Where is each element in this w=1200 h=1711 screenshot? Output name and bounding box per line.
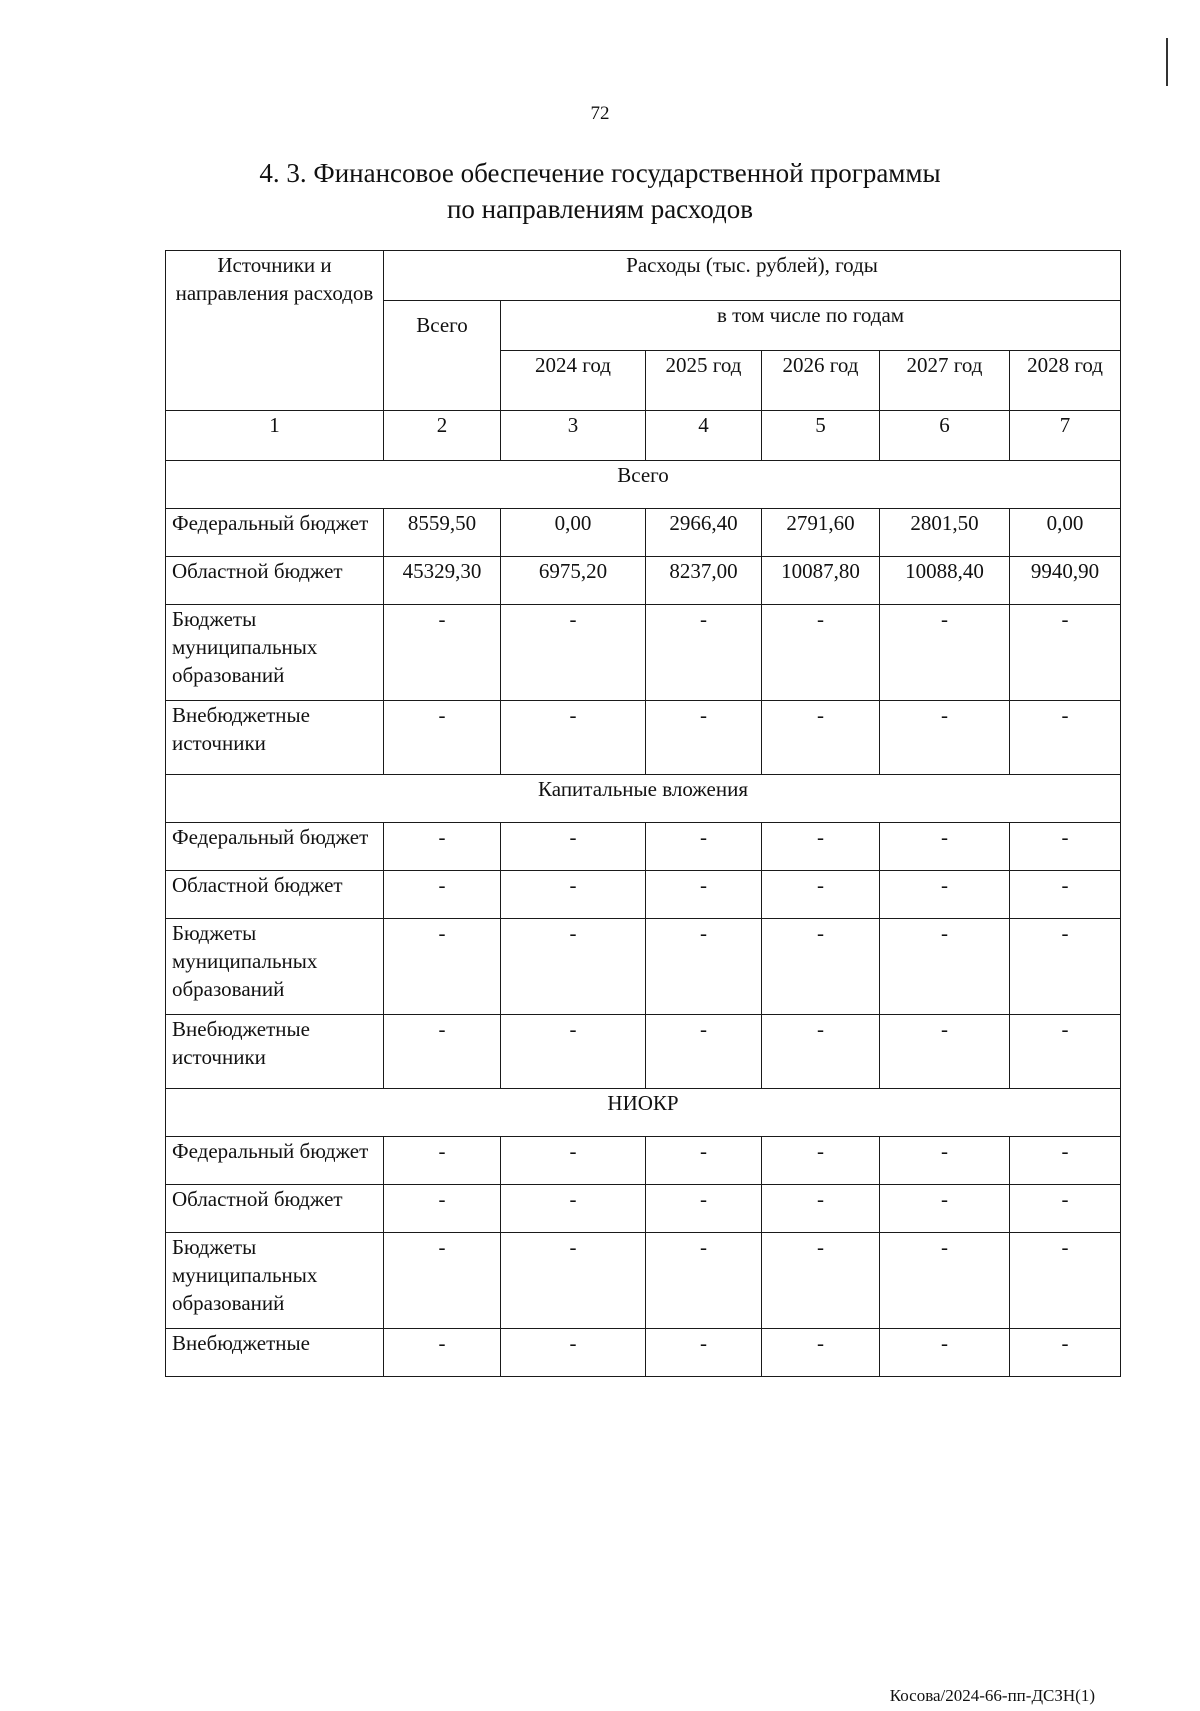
value-cell: -	[1010, 1185, 1121, 1233]
value-cell: -	[646, 1329, 762, 1377]
column-number: 2	[384, 411, 501, 461]
value-cell: 8559,50	[384, 509, 501, 557]
value-cell: -	[384, 919, 501, 1015]
value-cell: 6975,20	[501, 557, 646, 605]
value-cell: -	[646, 823, 762, 871]
header-year: 2028 год	[1010, 351, 1121, 411]
value-cell: -	[501, 1137, 646, 1185]
value-cell: -	[384, 701, 501, 775]
value-cell: -	[1010, 919, 1121, 1015]
page-title	[0, 155, 1200, 227]
value-cell: -	[384, 1015, 501, 1089]
value-cell: -	[1010, 1233, 1121, 1329]
row-label: Внебюджетные источники	[166, 1015, 384, 1089]
value-cell: -	[762, 1015, 880, 1089]
header-year: 2025 год	[646, 351, 762, 411]
table-row	[166, 1137, 1121, 1185]
value-cell: -	[384, 823, 501, 871]
value-cell: -	[880, 1137, 1010, 1185]
value-cell: -	[880, 1329, 1010, 1377]
section-row	[166, 1089, 1121, 1137]
value-cell: -	[646, 919, 762, 1015]
value-cell: -	[762, 871, 880, 919]
value-cell: -	[501, 1233, 646, 1329]
value-cell: -	[762, 605, 880, 701]
value-cell: -	[384, 1185, 501, 1233]
table-row	[166, 1329, 1121, 1377]
column-numbers-row	[166, 411, 1121, 461]
value-cell: -	[762, 1233, 880, 1329]
title-line-1: 4. 3. Финансовое обеспечение государственной программы	[259, 158, 941, 188]
value-cell: 10087,80	[762, 557, 880, 605]
row-label: Областной бюджет	[166, 1185, 384, 1233]
table-row	[166, 1015, 1121, 1089]
value-cell: -	[646, 701, 762, 775]
row-label: Федеральный бюджет	[166, 509, 384, 557]
value-cell: -	[762, 701, 880, 775]
header-sources: Источники и направления расходов	[166, 251, 384, 411]
value-cell: -	[1010, 871, 1121, 919]
financing-table	[165, 250, 1121, 1377]
value-cell: -	[880, 919, 1010, 1015]
row-label: Бюджеты муниципальных образований	[166, 919, 384, 1015]
value-cell: -	[1010, 1329, 1121, 1377]
column-number: 6	[880, 411, 1010, 461]
header-total: Всего	[384, 301, 501, 411]
value-cell: -	[880, 1015, 1010, 1089]
row-label: Внебюджетные	[166, 1329, 384, 1377]
section-title: Капитальные вложения	[166, 775, 1121, 823]
value-cell: -	[762, 1137, 880, 1185]
header-year: 2024 год	[501, 351, 646, 411]
row-label: Бюджеты муниципальных образований	[166, 1233, 384, 1329]
value-cell: 9940,90	[1010, 557, 1121, 605]
value-cell: 0,00	[501, 509, 646, 557]
value-cell: -	[384, 1329, 501, 1377]
value-cell: -	[501, 823, 646, 871]
value-cell: -	[880, 605, 1010, 701]
value-cell: -	[1010, 701, 1121, 775]
value-cell: -	[501, 919, 646, 1015]
value-cell: -	[501, 1015, 646, 1089]
column-number: 4	[646, 411, 762, 461]
value-cell: -	[384, 1137, 501, 1185]
value-cell: -	[762, 1185, 880, 1233]
value-cell: -	[1010, 1137, 1121, 1185]
table-row	[166, 823, 1121, 871]
value-cell: -	[646, 1233, 762, 1329]
value-cell: -	[384, 1233, 501, 1329]
value-cell: -	[384, 871, 501, 919]
value-cell: -	[762, 919, 880, 1015]
table-row	[166, 557, 1121, 605]
value-cell: -	[1010, 605, 1121, 701]
row-label: Внебюджетные источники	[166, 701, 384, 775]
value-cell: 0,00	[1010, 509, 1121, 557]
section-title: Всего	[166, 461, 1121, 509]
document-reference: Косова/2024-66-пп-ДСЗН(1)	[889, 1686, 1095, 1705]
section-row	[166, 775, 1121, 823]
page-number: 72	[590, 103, 610, 124]
value-cell: 8237,00	[646, 557, 762, 605]
table-row	[166, 701, 1121, 775]
header-year: 2027 год	[880, 351, 1010, 411]
value-cell: -	[384, 605, 501, 701]
value-cell: -	[880, 823, 1010, 871]
value-cell: -	[501, 701, 646, 775]
value-cell: -	[880, 1185, 1010, 1233]
table-row	[166, 871, 1121, 919]
value-cell: -	[501, 1185, 646, 1233]
value-cell: -	[1010, 1015, 1121, 1089]
value-cell: -	[880, 701, 1010, 775]
value-cell: 10088,40	[880, 557, 1010, 605]
column-number: 5	[762, 411, 880, 461]
value-cell: -	[646, 1015, 762, 1089]
column-number: 3	[501, 411, 646, 461]
value-cell: -	[646, 605, 762, 701]
row-label: Областной бюджет	[166, 557, 384, 605]
value-cell: 2791,60	[762, 509, 880, 557]
title-line-2: по направлениям расходов	[446, 194, 753, 224]
row-label: Федеральный бюджет	[166, 823, 384, 871]
scan-margin-mark	[1166, 38, 1168, 86]
value-cell: -	[1010, 823, 1121, 871]
table-row	[166, 605, 1121, 701]
value-cell: 2801,50	[880, 509, 1010, 557]
value-cell: -	[646, 871, 762, 919]
row-label: Бюджеты муниципальных образований	[166, 605, 384, 701]
value-cell: -	[762, 823, 880, 871]
row-label: Областной бюджет	[166, 871, 384, 919]
value-cell: 45329,30	[384, 557, 501, 605]
table-row	[166, 509, 1121, 557]
value-cell: -	[501, 1329, 646, 1377]
section-row	[166, 461, 1121, 509]
column-number: 7	[1010, 411, 1121, 461]
section-title: НИОКР	[166, 1089, 1121, 1137]
value-cell: -	[762, 1329, 880, 1377]
value-cell: 2966,40	[646, 509, 762, 557]
header-by-years: в том числе по годам	[501, 301, 1121, 351]
value-cell: -	[501, 871, 646, 919]
value-cell: -	[646, 1137, 762, 1185]
row-label: Федеральный бюджет	[166, 1137, 384, 1185]
column-number: 1	[166, 411, 384, 461]
table-row	[166, 1185, 1121, 1233]
value-cell: -	[880, 1233, 1010, 1329]
header-row-1	[166, 251, 1121, 301]
value-cell: -	[880, 871, 1010, 919]
header-expenses: Расходы (тыс. рублей), годы	[384, 251, 1121, 301]
table-row	[166, 1233, 1121, 1329]
table-row	[166, 919, 1121, 1015]
header-year: 2026 год	[762, 351, 880, 411]
value-cell: -	[501, 605, 646, 701]
value-cell: -	[646, 1185, 762, 1233]
